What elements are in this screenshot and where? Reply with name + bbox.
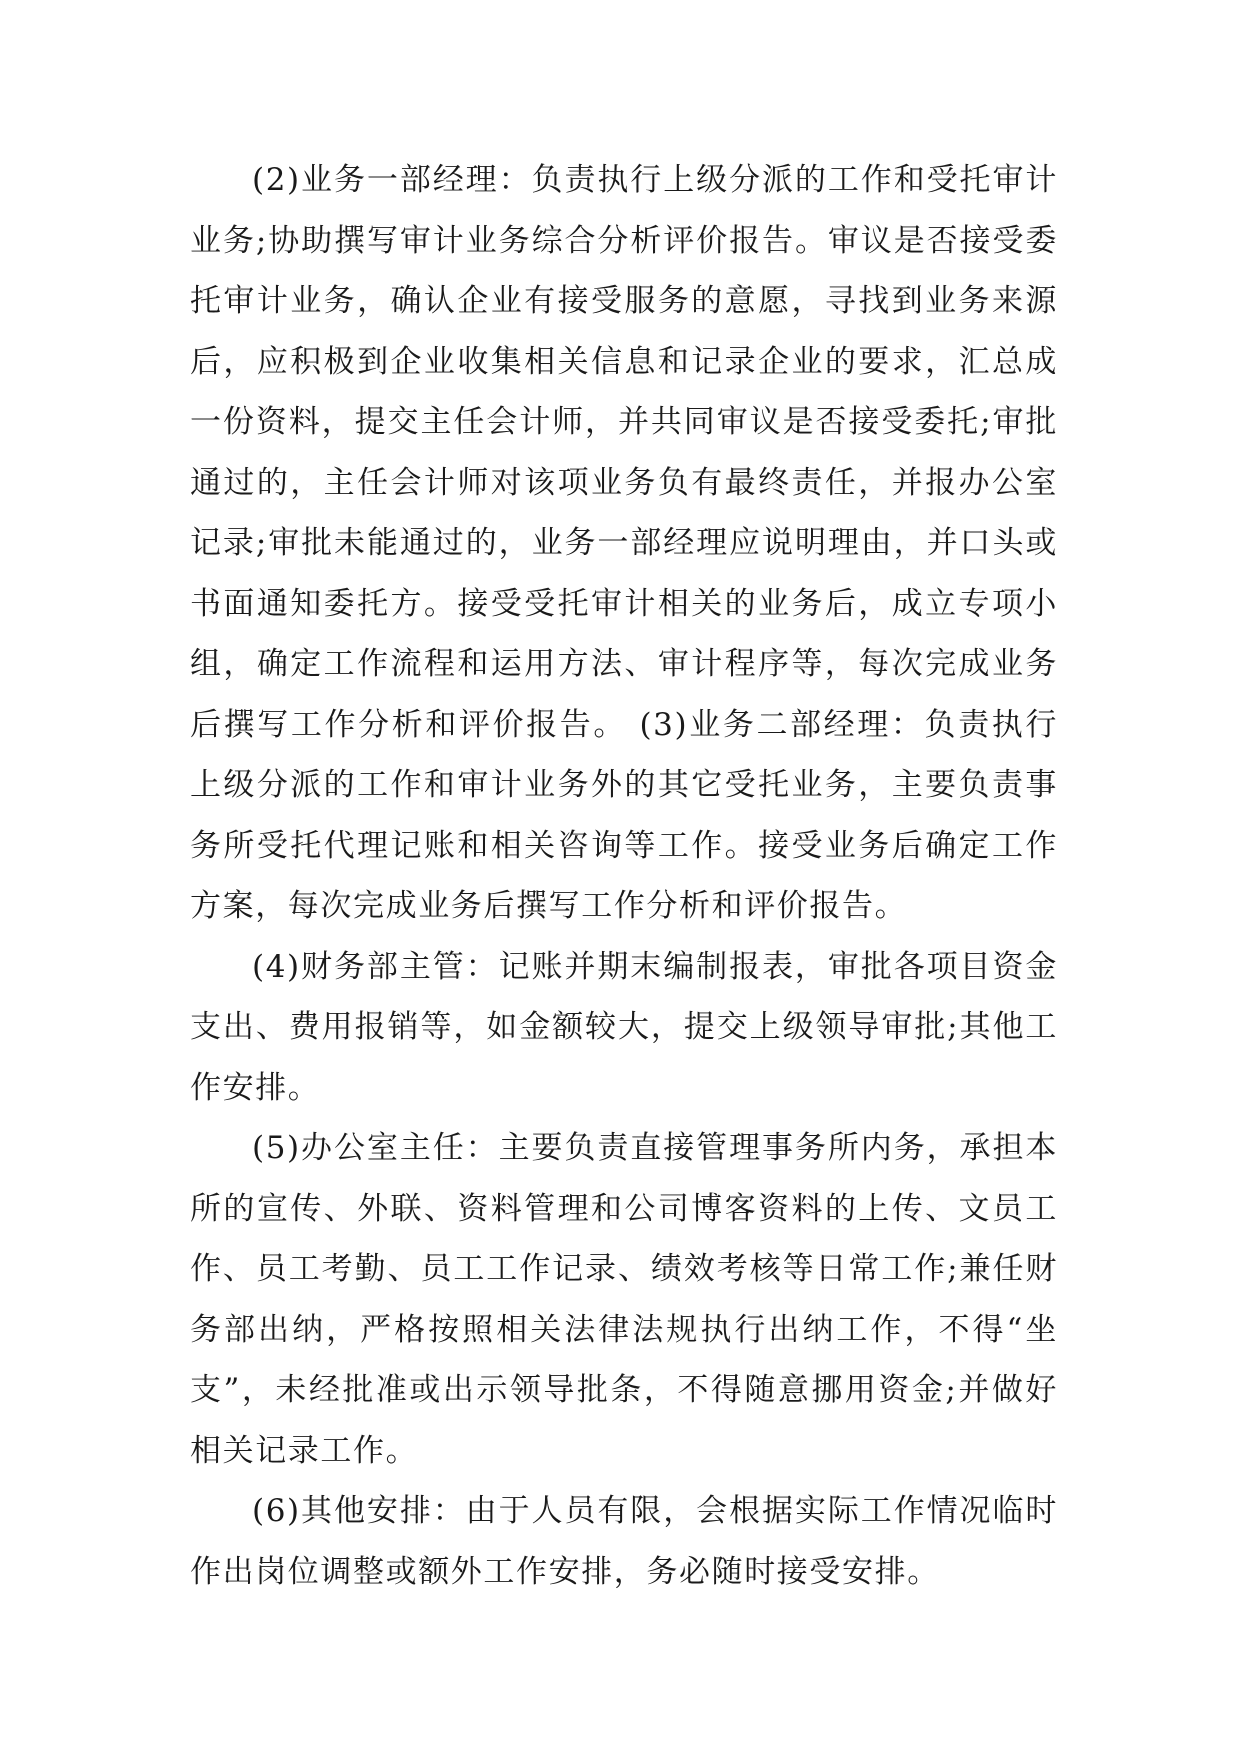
paragraph-other-arrangements: (6)其他安排：由于人员有限，会根据实际工作情况临时作出岗位调整或额外工作安排，务必随时接受安排。: [190, 1493, 1058, 1590]
paragraph-office-director: (5)办公室主任：主要负责直接管理事务所内务，承担本所的宣传、外联、资料管理和公司博客资料的上传、文员工作、员工考勤、员工工作记录、绩效考核等日常工作;兼任财务部出纳，严格按照相关法律法规执行出纳工作，不得“坐支”，未经批准或出示领导批条，不得随意挪用资金;并做好相关记录工作。: [190, 1130, 1058, 1469]
paragraph-manager-duties-1: (2)业务一部经理：负责执行上级分派的工作和受托审计业务;协助撰写审计业务综合分析评价报告。审议是否接受委托审计业务，确认企业有接受服务的意愿，寻找到业务来源后，应积极到企业收集相关信息和记录企业的要求，汇总成一份资料，提交主任会计师，并共同审议是否接受委托;审批通过的，主任会计师对该项业务负有最终责任，并报办公室记录;审批未能通过的，业务一部经理应说明理由，并口头或书面通知委托方。接受受托审计相关的业务后，成立专项小组，确定工作流程和运用方法、审计程序等，每次完成业务后撰写工作分析和评价报告。 (3)业务二部经理：负责执行上级分派的工作和审计业务外的其它受托业务，主要负责事务所受托代理记账和相关咨询等工作。接受业务后确定工作方案，每次完成业务后撰写工作分析和评价报告。: [190, 162, 1058, 924]
paragraph-finance-supervisor: (4)财务部主管：记账并期末编制报表，审批各项目资金支出、费用报销等，如金额较大，提交上级领导审批;其他工作安排。: [190, 948, 1058, 1106]
document-body: [190, 150, 1058, 1602]
